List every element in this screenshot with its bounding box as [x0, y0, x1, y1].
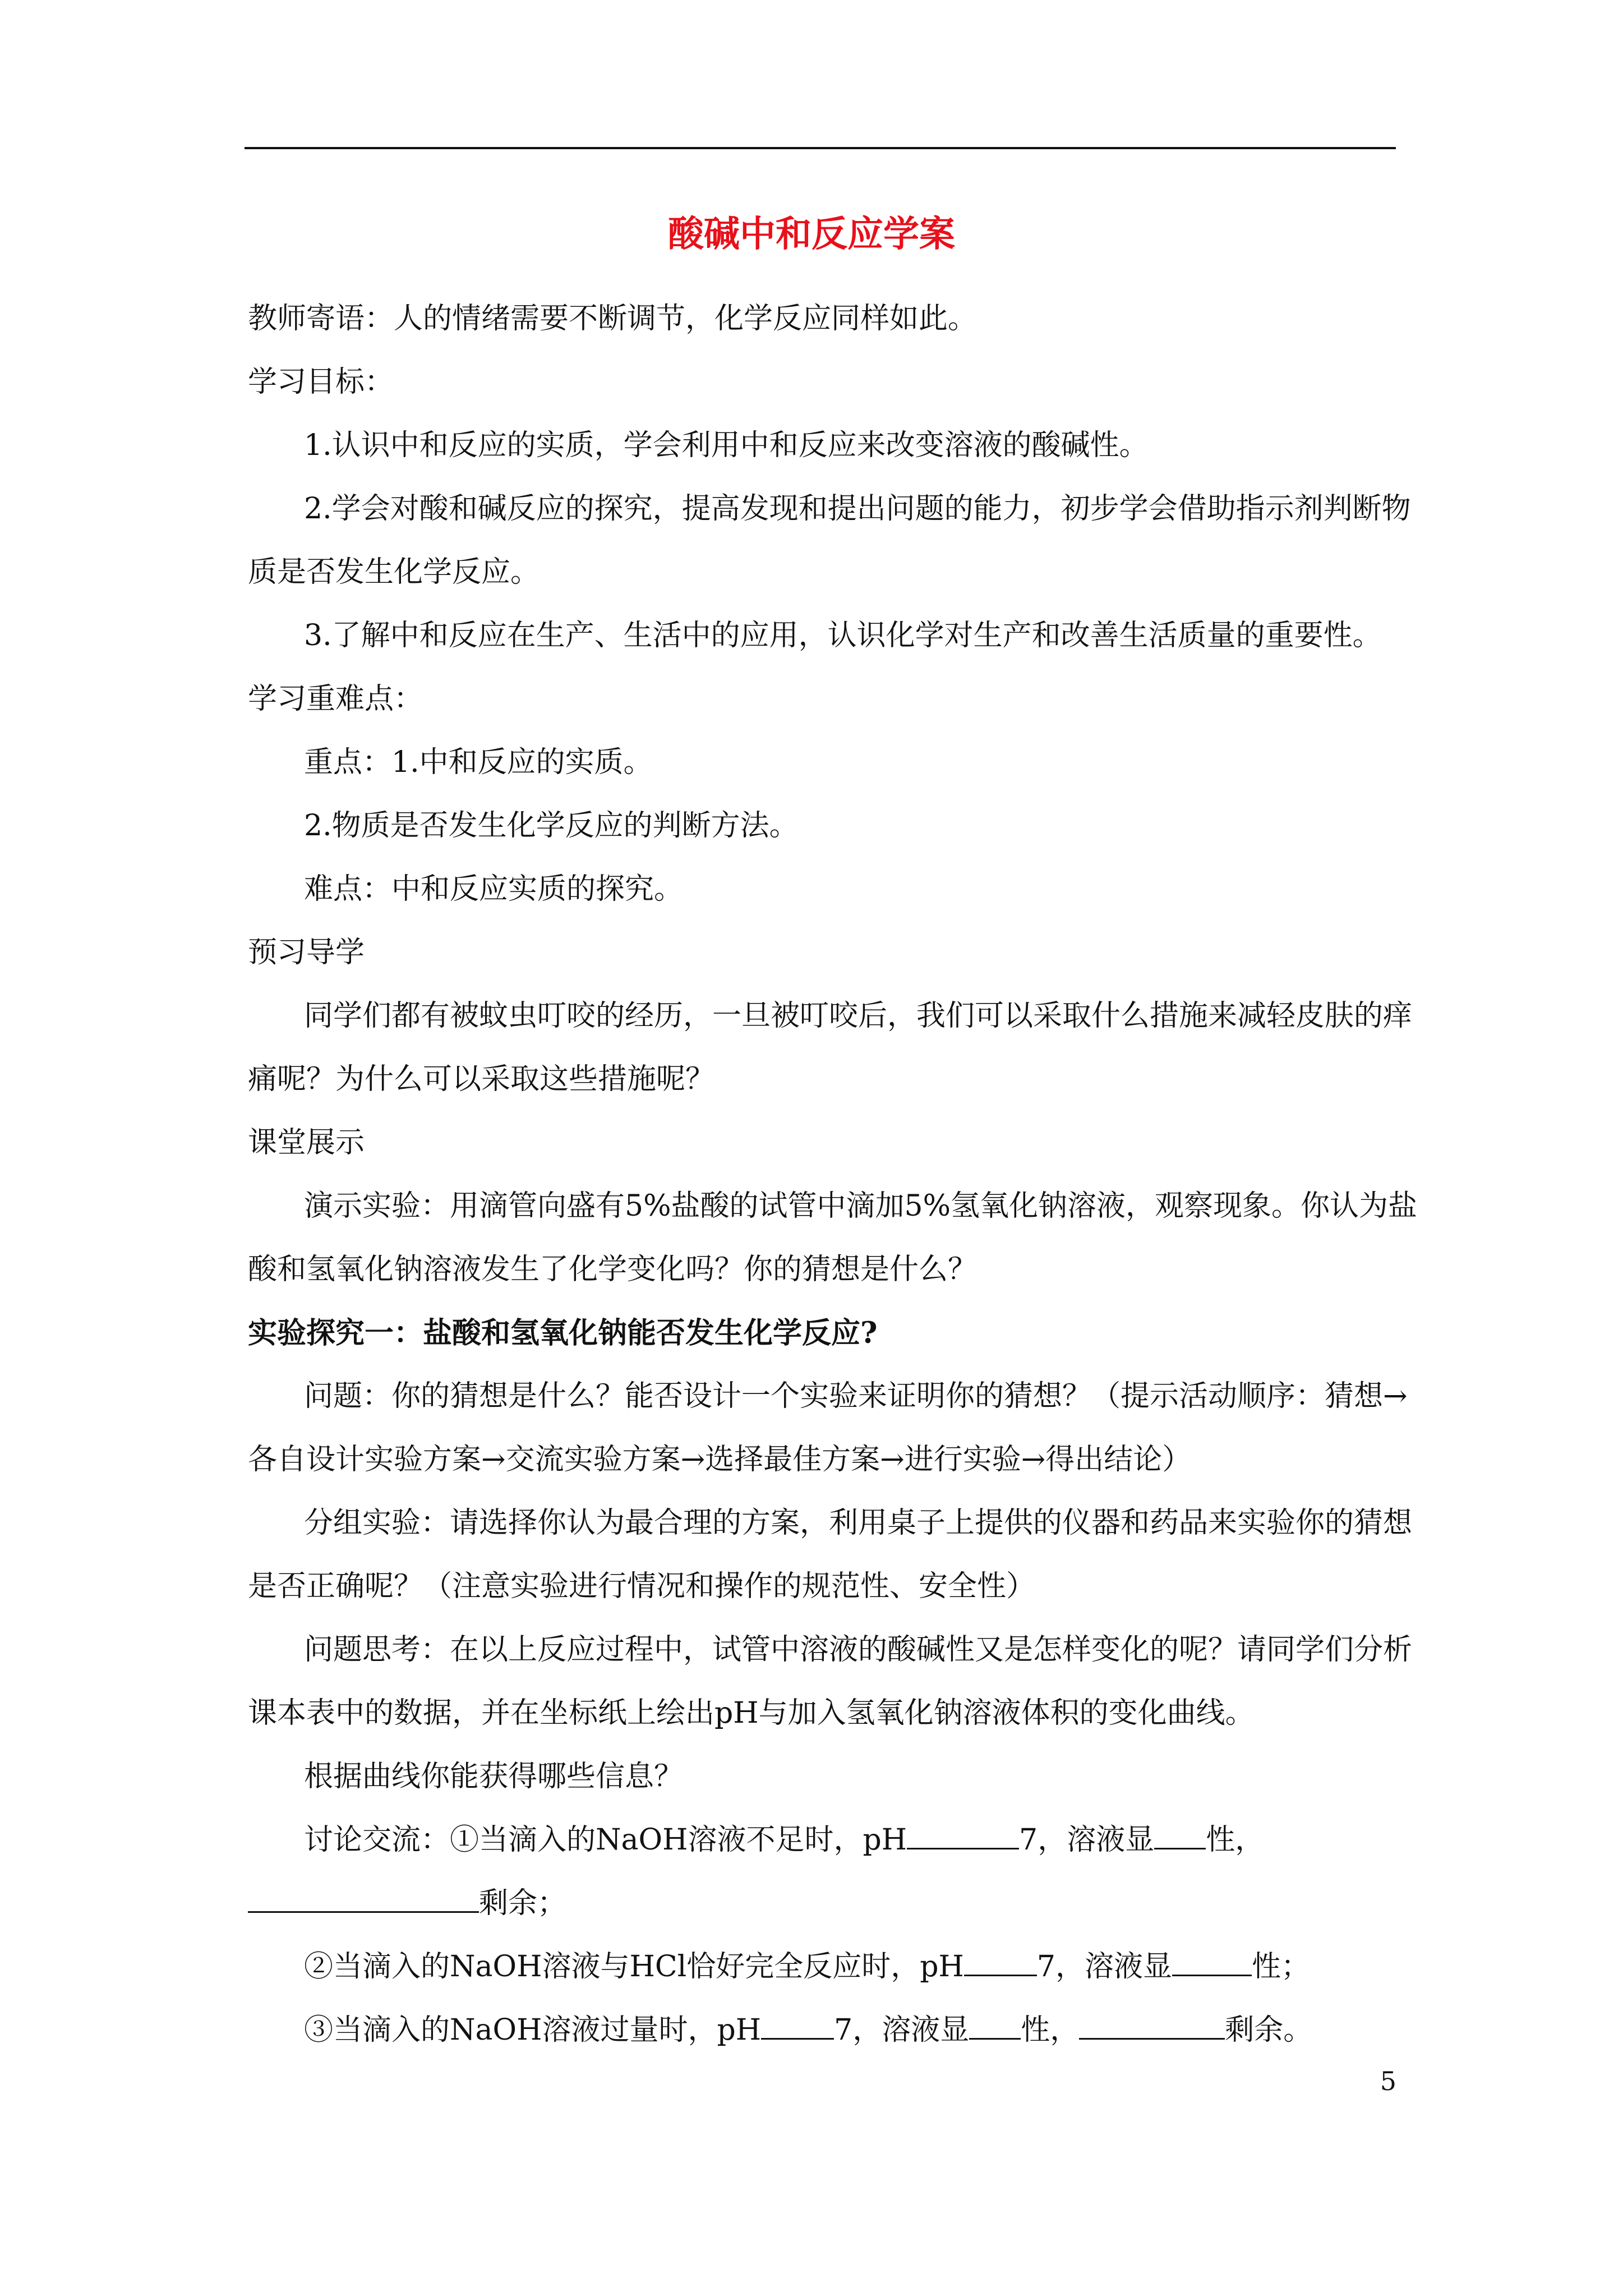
discussion-line-1: [248, 1809, 1395, 1872]
discussion-4-text-a: ③当滴入的NaOH溶液过量时，pH: [304, 2013, 762, 2047]
objective-2: 2.学会对酸和碱反应的探究，提高发现和提出问题的能力，初步学会借助指示剂判断物: [304, 492, 1411, 526]
preview-line-1: 同学们都有被蚊虫叮咬的经历，一旦被叮咬后，我们可以采取什么措施来减轻皮肤的痒: [304, 999, 1413, 1033]
question-thinking-line-2: 课本表中的数据，并在坐标纸上绘出pH与加入氢氧化钠溶液体积的变化曲线。: [248, 1696, 1255, 1730]
experiment-question-line-2: 各自设计实验方案→交流实验方案→选择最佳方案→进行实验→得出结论）: [248, 1443, 1192, 1476]
remainder-blank-1[interactable]: [248, 1885, 479, 1913]
discussion-line-3: [248, 1935, 1395, 1999]
key-point-2: 2.物质是否发生化学反应的判断方法。: [304, 809, 799, 843]
discussion-1-text-a: 讨论交流：①当滴入的NaOH溶液不足时，pH: [304, 1823, 907, 1857]
objective-1: 1.认识中和反应的实质，学会利用中和反应来改变溶液的酸碱性。: [304, 429, 1149, 462]
group-experiment-line-2: 是否正确呢？（注意实验进行情况和操作的规范性、安全性）: [248, 1570, 1036, 1603]
discussion-3-text-c: 性；: [1251, 1950, 1310, 1984]
teacher-note: 教师寄语：人的情绪需要不断调节，化学反应同样如此。: [248, 302, 978, 335]
preview-heading: 预习导学: [248, 936, 365, 969]
experiment-heading: 实验探究一：盐酸和氢氧化钠能否发生化学反应?: [248, 1316, 878, 1350]
discussion-2-text-b: 剩余；: [479, 1887, 567, 1920]
ph-blank-3[interactable]: [761, 2012, 834, 2040]
discussion-4-text-b: 7，溶液显: [834, 2013, 970, 2047]
property-blank-1[interactable]: [1154, 1821, 1206, 1849]
remainder-blank-2[interactable]: [1079, 2012, 1225, 2040]
group-experiment-line-1: 分组实验：请选择你认为最合理的方案，利用桌子上提供的仪器和药品来实验你的猜想: [304, 1506, 1413, 1540]
document-body: [248, 287, 1417, 2062]
discussion-line-4: [248, 1999, 1395, 2062]
key-points-heading: 学习重难点：: [248, 682, 423, 716]
discussion-line-2: [248, 1872, 1395, 1935]
difficult-point: 难点：中和反应实质的探究。: [304, 872, 684, 906]
discussion-1-text-b: 7，溶液显: [1019, 1823, 1155, 1857]
classroom-line-1: 演示实验：用滴管向盛有5%盐酸的试管中滴加5%氢氧化钠溶液，观察现象。你认为盐: [304, 1189, 1417, 1223]
key-point-1: 重点：1.中和反应的实质。: [304, 746, 653, 779]
ph-blank-1[interactable]: [907, 1821, 1019, 1849]
objective-2-continued: 质是否发生化学反应。: [248, 555, 540, 589]
objective-3: 3.了解中和反应在生产、生活中的应用，认识化学对生产和改善生活质量的重要性。: [304, 619, 1382, 652]
document-title: 酸碱中和反应学案: [668, 213, 955, 255]
discussion-1-text-c: 性，: [1206, 1823, 1265, 1857]
discussion-3-text-b: 7，溶液显: [1036, 1950, 1172, 1984]
property-blank-2[interactable]: [1172, 1948, 1252, 1976]
curve-info-question: 根据曲线你能获得哪些信息？: [304, 1760, 684, 1793]
discussion-3-text-a: ②当滴入的NaOH溶液与HCl恰好完全反应时，pH: [304, 1950, 964, 1984]
header-rule: [245, 147, 1396, 149]
experiment-question-line-1: 问题：你的猜想是什么？能否设计一个实验来证明你的猜想？（提示活动顺序：猜想→: [304, 1379, 1408, 1413]
ph-blank-2[interactable]: [964, 1948, 1037, 1976]
objectives-heading: 学习目标：: [248, 365, 394, 399]
question-thinking-line-1: 问题思考：在以上反应过程中，试管中溶液的酸碱性又是怎样变化的呢？请同学们分析: [304, 1633, 1413, 1667]
discussion-4-text-c: 性，: [1021, 2013, 1080, 2047]
classroom-line-2: 酸和氢氧化钠溶液发生了化学变化吗？你的猜想是什么？: [248, 1253, 978, 1286]
classroom-heading: 课堂展示: [248, 1126, 365, 1159]
discussion-4-text-d: 剩余。: [1225, 2013, 1313, 2047]
page-number: 5: [1380, 2066, 1396, 2096]
property-blank-3[interactable]: [969, 2012, 1021, 2040]
preview-line-2: 痛呢？为什么可以采取这些措施呢？: [248, 1062, 715, 1096]
